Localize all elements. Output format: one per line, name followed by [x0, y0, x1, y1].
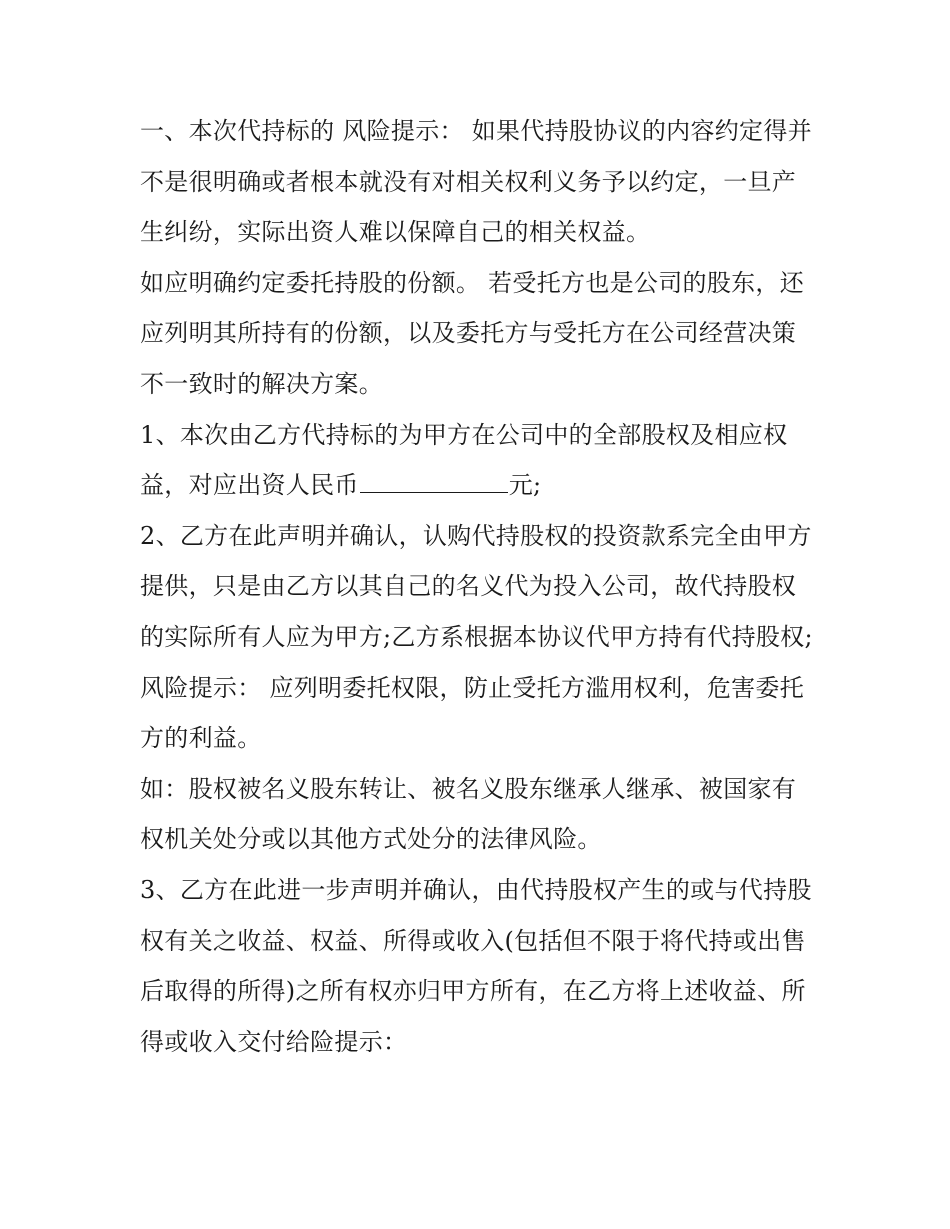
paragraph-share-amount: 如应明确约定委托持股的份额。 若受托方也是公司的股东，还应列明其所持有的份额，以及委托方与受托方在公司经营决策不一致时的解决方案。 [140, 268, 805, 398]
document-body [140, 106, 820, 1067]
clause-1-suffix: 元; [508, 471, 542, 500]
paragraph-risk-notice-1: 一、本次代持标的 风险提示： 如果代持股协议的内容约定得并不是很明确或者根本就没有对相关权利义务予以约定，一旦产生纠纷，实际出资人难以保障自己的相关权益。 [140, 117, 812, 247]
paragraph-clause-3: 3、乙方在此进一步声明并确认，由代持股权产生的或与代持股权有关之收益、权益、所得或收入(包括但不限于将代持或出售后取得的所得)之所有权亦归甲方所有，在乙方将上述收益、所得或收入交付给险提示： [140, 875, 812, 1056]
clause-1-text: 1、本次由乙方代持标的为甲方在公司中的全部股权及相应权益，对应出资人民币 [140, 420, 788, 500]
paragraph-clause-1 [140, 410, 820, 511]
amount-blank-line [360, 472, 508, 493]
paragraph-clause-2: 2、乙方在此声明并确认，认购代持股权的投资款系完全由甲方提供，只是由乙方以其自己的名义代为投入公司，故代持股权的实际所有人应为甲方;乙方系根据本协议代甲方持有代持股权; [140, 521, 813, 651]
paragraph-example: 如：股权被名义股东转让、被名义股东继承人继承、被国家有权机关处分或以其他方式处分的法律风险。 [140, 774, 797, 854]
paragraph-risk-notice-2: 风险提示： 应列明委托权限，防止受托方滥用权利，危害委托方的利益。 [140, 673, 805, 753]
